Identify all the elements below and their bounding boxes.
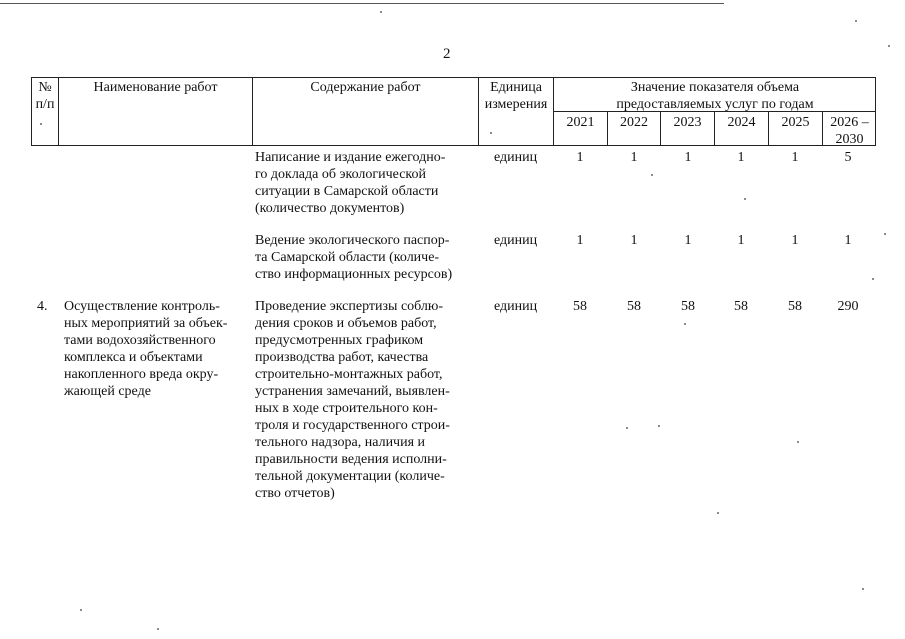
scan-dot — [651, 174, 653, 176]
scan-dot — [684, 323, 686, 325]
row-1-value-2023: 1 — [684, 150, 692, 165]
header-unit: Единица измерения — [484, 80, 548, 112]
row-1-value-2022: 1 — [630, 150, 638, 165]
scan-dot — [157, 628, 159, 630]
scan-dot — [40, 123, 42, 125]
header-content: Содержание работ — [310, 80, 421, 95]
row-2-value-2022: 1 — [630, 233, 638, 248]
row-1-unit: единиц — [494, 150, 538, 165]
row-3-num: 4. — [37, 299, 48, 314]
header-year-2021: 2021 — [566, 115, 595, 130]
row-3-value-2026-2030: 290 — [837, 299, 859, 314]
header-name: Наименование работ — [93, 80, 218, 95]
row-2-value-2024: 1 — [737, 233, 745, 248]
scan-dot — [744, 198, 746, 200]
header-year-2023: 2023 — [673, 115, 702, 130]
row-3-value-2024: 58 — [734, 299, 748, 314]
row-2-value-2026-2030: 1 — [844, 233, 852, 248]
scan-dot — [855, 20, 857, 22]
header-num: № п/п — [35, 80, 55, 112]
table-header — [31, 77, 876, 146]
row-2-unit: единиц — [494, 233, 538, 248]
row-2-value-2025: 1 — [791, 233, 799, 248]
header-year-2026-2030: 2026 – 2030 — [830, 115, 869, 147]
row-1-value-2024: 1 — [737, 150, 745, 165]
scan-dot — [717, 512, 719, 514]
header-values: Значение показателя объема предоставляемых услуг по годам — [616, 80, 814, 112]
row-3-value-2025: 58 — [788, 299, 802, 314]
scan-dot — [797, 441, 799, 443]
scan-dot — [888, 45, 890, 47]
row-3-value-2021: 58 — [573, 299, 587, 314]
header-year-2022: 2022 — [620, 115, 648, 130]
row-3-unit: единиц — [494, 299, 538, 314]
scan-dot — [626, 427, 628, 429]
row-2-value-2021: 1 — [576, 233, 584, 248]
row-1-value-2025: 1 — [791, 150, 799, 165]
row-3-value-2023: 58 — [681, 299, 695, 314]
row-1-value-2026-2030: 5 — [844, 150, 852, 165]
row-2-value-2023: 1 — [684, 233, 692, 248]
scan-dot — [872, 278, 874, 280]
row-3-content: Проведение экспертизы соблю- дения сроков и объемов работ, предусмотренных графиком производства работ, качества строительно-монтажных работ, устранения замечаний, выявлен- ных в ходе строительного кон- троля и государственного строи- тельного надзора, наличия и правильности ведения исполни- тельной документации (количе- ство отчетов) — [255, 299, 450, 501]
scan-dot — [490, 132, 492, 134]
row-1-value-2021: 1 — [576, 150, 584, 165]
header-year-2025: 2025 — [781, 115, 810, 130]
top-scan-line — [0, 3, 724, 4]
scan-dot — [658, 425, 660, 427]
page-number: 2 — [443, 46, 451, 62]
scan-dot — [884, 233, 886, 235]
row-3-value-2022: 58 — [627, 299, 641, 314]
row-1-content: Написание и издание ежегодно- го доклада об экологической ситуации в Самарской области (количество документов) — [255, 150, 446, 216]
row-3-name: Осуществление контроль- ных мероприятий за объек- тами водохозяйственного комплекса и объектами накопленного вреда окру- жающей среде — [64, 299, 228, 399]
scan-dot — [80, 609, 82, 611]
row-2-content: Ведение экологического паспор- та Самарской области (количе- ство информационных ресурсов) — [255, 233, 453, 282]
scan-dot — [862, 588, 864, 590]
header-year-2024: 2024 — [727, 115, 756, 130]
scan-dot — [380, 11, 382, 13]
